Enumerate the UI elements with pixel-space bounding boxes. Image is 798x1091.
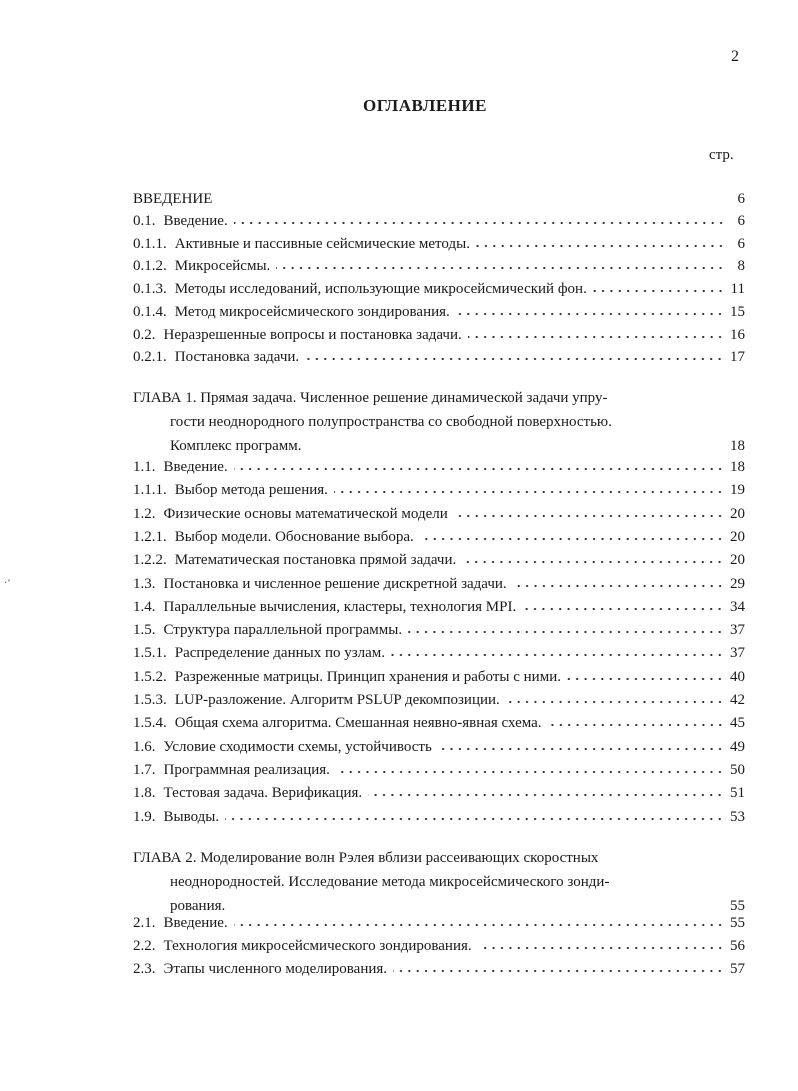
toc-entry[interactable]	[133, 550, 745, 570]
toc-entry-text: Математическая постановка прямой задачи.	[174, 552, 457, 569]
dot-leader	[567, 671, 724, 681]
toc-entry-text: LUP-разложение. Алгоритм PSLUP декомпозиции.	[174, 692, 500, 708]
dot-leader	[513, 578, 724, 588]
toc-entry[interactable]	[133, 480, 745, 500]
toc-entry-text: Введение.	[163, 459, 228, 475]
toc-entry-text: Общая схема алгоритма. Смешанная неявно-явная схема.	[174, 715, 542, 732]
toc-entry-page: 20	[730, 505, 745, 522]
toc-entry[interactable]	[133, 667, 745, 687]
toc-entry-page: 20	[730, 552, 745, 569]
dot-leader	[368, 787, 724, 797]
toc-entry-number: 1.5.2.	[133, 668, 167, 685]
toc-entry-text: Параллельные вычисления, кластеры, технология MPI.	[163, 598, 517, 615]
page-column-label: стр.	[709, 147, 734, 163]
toc-entry-page: 17	[730, 349, 745, 366]
toc-entry-text: Введение.	[163, 213, 228, 229]
dot-leader	[408, 624, 724, 634]
toc-entry[interactable]	[133, 457, 745, 477]
dot-leader	[506, 694, 724, 704]
toc-entry[interactable]	[133, 504, 745, 524]
toc-entry-text: Введение.	[163, 915, 228, 931]
toc-entry[interactable]	[133, 325, 745, 345]
dot-leader	[420, 531, 724, 541]
toc-entry-page: 51	[730, 785, 745, 802]
toc-entry[interactable]	[133, 783, 745, 803]
toc-entry-page: 15	[730, 303, 745, 320]
toc-entry-page: 29	[730, 575, 745, 592]
toc-entry[interactable]	[133, 760, 745, 780]
toc-chapter-1[interactable]	[133, 386, 745, 458]
dot-leader	[276, 260, 725, 270]
toc-entry-page: 55	[730, 915, 745, 931]
dot-leader	[522, 601, 724, 611]
toc-entry-number: 0.2.1.	[133, 349, 167, 366]
toc-entry[interactable]	[133, 597, 745, 617]
dot-leader	[334, 484, 724, 494]
toc-entry-number: 1.3.	[133, 575, 156, 592]
toc-entry-page: 11	[730, 281, 745, 298]
toc-entry[interactable]	[133, 620, 745, 640]
toc-entry-page: 16	[730, 326, 745, 343]
toc-entry-number: 1.9.	[133, 808, 156, 825]
toc-entry[interactable]	[133, 302, 745, 322]
toc-entry-number: 0.1.1.	[133, 235, 167, 252]
toc-entry-page: 55	[730, 898, 745, 914]
toc-entry-number: 1.4.	[133, 598, 156, 615]
toc-entry-text: Физические основы математической модели	[163, 505, 448, 522]
dot-leader	[305, 351, 724, 361]
toc-entry[interactable]	[133, 279, 745, 299]
toc-entry-number: 1.1.	[133, 459, 156, 475]
toc-entry[interactable]	[133, 936, 745, 956]
dot-leader	[438, 741, 724, 751]
toc-entry[interactable]	[133, 807, 745, 827]
toc-entry-page: 37	[730, 645, 745, 662]
toc-entry-number: 0.1.3.	[133, 281, 167, 298]
toc-entry-text: Методы исследований, использующие микросейсмический фон.	[174, 281, 587, 298]
toc-entry-text: Выбор метода решения.	[174, 482, 328, 499]
toc-entry-text: Программная реализация.	[163, 761, 330, 778]
toc-entry-page: 53	[730, 808, 745, 825]
toc-entry-text: Тестовая задача. Верификация.	[163, 785, 363, 802]
chapter-title-line: ГЛАВА 2. Моделирование волн Рэлея вблизи рассеивающих скоростных	[133, 850, 599, 866]
dot-leader	[478, 940, 724, 950]
toc-entry-number: 1.8.	[133, 785, 156, 802]
toc-entry-page: 49	[730, 738, 745, 755]
toc-entry-text: Этапы численного моделирования.	[163, 961, 388, 977]
toc-entry-number: 0.2.	[133, 326, 156, 343]
chapter-title-line: неоднородностей. Исследование метода микросейсмического зонди-	[170, 874, 610, 890]
toc-entry-number: 1.1.1.	[133, 482, 167, 499]
toc-entry-text: Выбор модели. Обоснование выбора.	[174, 528, 414, 545]
toc-entry-page: 18	[730, 459, 745, 475]
toc-entry-number: 1.5.4.	[133, 715, 167, 732]
dot-leader	[234, 917, 724, 927]
toc-entry-page: 8	[737, 258, 745, 275]
toc-entry-text: Метод микросейсмического зондирования.	[174, 303, 450, 320]
dot-leader	[476, 238, 725, 248]
toc-entry[interactable]	[133, 347, 745, 367]
toc-entry-page: 42	[730, 692, 745, 708]
dot-leader	[391, 647, 724, 657]
toc-entry-number: 2.2.	[133, 938, 156, 954]
toc-entry-text: Условие сходимости схемы, устойчивость	[163, 738, 432, 755]
dot-leader	[454, 508, 724, 518]
toc-entry-number: 1.7.	[133, 761, 156, 778]
toc-entry-page: 19	[730, 482, 745, 499]
toc-entry[interactable]	[133, 256, 745, 276]
toc-entry[interactable]	[133, 713, 745, 733]
toc-entry-number: 2.3.	[133, 961, 156, 977]
toc-entry-text: Выводы.	[163, 808, 220, 825]
toc-entry[interactable]	[133, 527, 745, 547]
dot-leader	[548, 717, 724, 727]
toc-entry-text: Постановка и численное решение дискретной задачи.	[163, 575, 507, 592]
toc-entry-page: 37	[730, 622, 745, 639]
dot-leader	[234, 461, 724, 471]
toc-entry-page: 6	[737, 235, 745, 252]
toc-entry-number: 0.1.	[133, 213, 156, 229]
toc-entry[interactable]	[133, 737, 745, 757]
toc-entry-page: 18	[730, 438, 745, 454]
toc-entry-page: 34	[730, 598, 745, 615]
toc-entry-page: 6	[737, 213, 745, 229]
chapter-title-line: Комплекс программ.	[170, 438, 302, 454]
toc-entry-number: 0.1.4.	[133, 303, 167, 320]
toc-entry[interactable]	[133, 643, 745, 663]
toc-entry-number: 1.2.	[133, 505, 156, 522]
toc-entry-number: 2.1.	[133, 915, 156, 931]
toc-entry[interactable]	[133, 913, 745, 933]
dot-leader	[462, 554, 724, 564]
toc-entry[interactable]	[133, 234, 745, 254]
dot-leader	[393, 963, 724, 973]
toc-entry-text: Постановка задачи.	[174, 349, 300, 366]
toc-entry-text: Распределение данных по узлам.	[174, 645, 386, 662]
dot-leader	[468, 329, 724, 339]
dot-leader	[336, 764, 724, 774]
toc-entry-number: 1.5.1.	[133, 645, 167, 662]
dot-leader	[593, 283, 725, 293]
toc-entry-text: Неразрешенные вопросы и постановка задачи.	[163, 326, 462, 343]
dot-leader	[234, 215, 725, 225]
chapter-title-line: гости неоднородного полупространства со свободной поверхностью.	[170, 414, 612, 430]
toc-entry-text: Структура параллельной программы.	[163, 622, 403, 639]
scan-speck: ·‘	[4, 578, 11, 589]
toc-entry-number: 1.5.3.	[133, 692, 167, 708]
page-number: 2	[731, 48, 739, 65]
toc-entry[interactable]	[133, 959, 745, 979]
toc-entry[interactable]	[133, 690, 745, 710]
page-title: ОГЛАВЛЕНИЕ	[363, 96, 487, 115]
toc-entry-intro[interactable]	[133, 189, 745, 209]
toc-entry-page: 40	[730, 668, 745, 685]
toc-entry-page: 50	[730, 761, 745, 778]
toc-chapter-2[interactable]	[133, 846, 745, 918]
toc-entry-page: 57	[730, 961, 745, 977]
toc-entry-number: 1.2.2.	[133, 552, 167, 569]
dot-leader	[456, 306, 724, 316]
dot-leader	[225, 811, 724, 821]
toc-entry-page: 6	[737, 191, 745, 207]
toc-entry-text: Микросейсмы.	[174, 258, 271, 275]
toc-entry-page: 45	[730, 715, 745, 732]
toc-entry-text: Разреженные матрицы. Принцип хранения и работы с ними.	[174, 668, 561, 685]
toc-entry-text: ВВЕДЕНИЕ	[133, 191, 213, 207]
toc-entry-text: Технология микросейсмического зондирования.	[163, 938, 472, 954]
toc-entry-number: 1.5.	[133, 622, 156, 639]
toc-entry[interactable]	[133, 574, 745, 594]
toc-entry-number: 0.1.2.	[133, 258, 167, 275]
toc-entry-number: 1.6.	[133, 738, 156, 755]
chapter-title-line: ГЛАВА 1. Прямая задача. Численное решение динамической задачи упру-	[133, 390, 608, 406]
toc-entry-page: 56	[730, 938, 745, 954]
toc-entry[interactable]	[133, 211, 745, 231]
chapter-title-line: рования.	[170, 898, 226, 914]
toc-entry-number: 1.2.1.	[133, 528, 167, 545]
toc-entry-page: 20	[730, 528, 745, 545]
toc-entry-text: Активные и пассивные сейсмические методы.	[174, 235, 470, 252]
